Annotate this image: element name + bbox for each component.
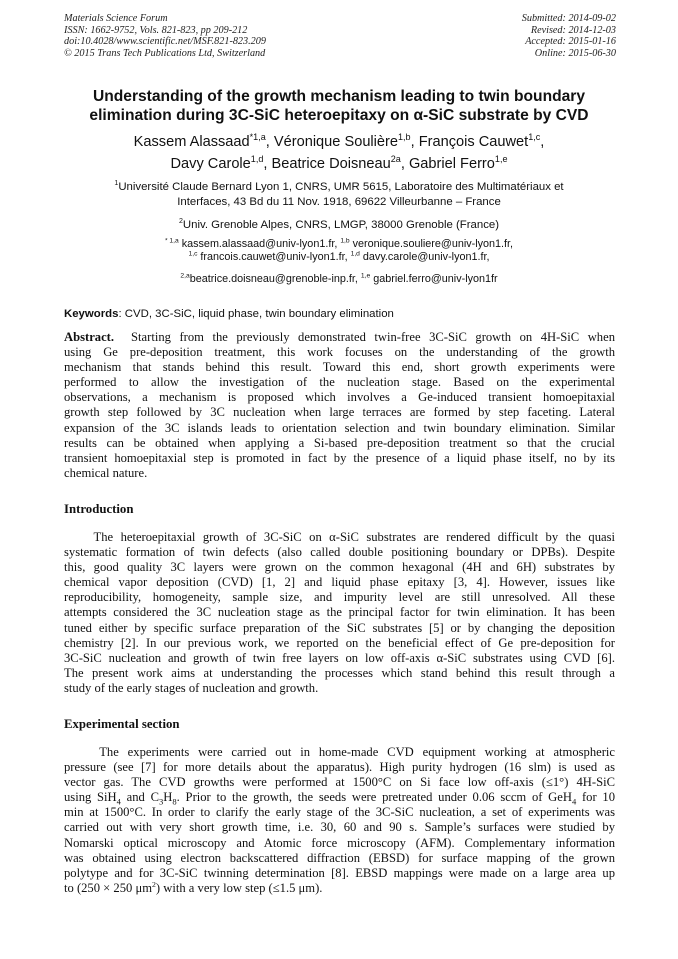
paragraph-line: min at 1500°C. In order to clarify the early stage of the 3C-SiC nucleation, a set of experiments was	[64, 805, 615, 820]
revised-date: Revised: 2014-12-03	[530, 24, 616, 36]
paragraph-line: 3C-SiC nucleation and growth of twin free layers on low off-axis α-SiC substrates using CVD [6].	[64, 650, 615, 665]
email-list	[30, 238, 648, 286]
subscript: 8	[172, 796, 177, 807]
paragraph-line: vector gas. The CVD growths were performed at 1500°C on Si face low off-axis (≤1°) 4H-SiC	[64, 775, 615, 790]
author-name: Gabriel Ferro	[408, 156, 495, 172]
author-line: Kassem Alassaad$^{*1,a}$, Véronique Soulière$^{1,b}$, François Cauwet$^{1,c}$,	[133, 132, 545, 150]
affil-number: 2	[178, 218, 183, 226]
abstract-text: Starting from the previously demonstrated twin-free 3C-SiC growth on 4H-SiC when	[114, 330, 615, 344]
author-name: Beatrice Doisneau	[271, 156, 391, 172]
journal-info	[64, 13, 266, 59]
author-affil-mark: 1,c	[528, 132, 541, 143]
text-run: and C	[120, 790, 159, 805]
paragraph-line: The experiments were carried out in home-made CVD equipment working at atmospheric	[64, 745, 615, 759]
paragraph-line: tuned either by specific surface preparation of the SiC substrates [5] or by changing the deposition	[64, 620, 615, 635]
paragraph-line: chemical vapor deposition (CVD) [1, 2] and liquid phase epitaxy [3, 4]. However, issues like	[64, 575, 615, 590]
subscript: 4	[571, 796, 577, 807]
paragraph-line: reproducibility, homogeneity, sample size, and impurity level are still unresolved. All these	[64, 590, 615, 605]
paper-title	[40, 87, 638, 125]
abstract-line: expansion of the 3C islands leads to orientation selection and twin boundary elimination. Similar	[64, 420, 615, 435]
keywords	[64, 308, 394, 320]
affiliation-text: Univ. Grenoble Alpes, CNRS, LMGP, 38000 Grenoble (France)	[182, 219, 500, 231]
paragraph-line: attempts considered the 3C nucleation stage as the principal factor for twin elimination. It has been	[64, 605, 615, 620]
email-link[interactable]: beatrice.doisneau@grenoble-inp.fr,	[189, 272, 358, 285]
abstract-line: chemical nature.	[64, 465, 148, 480]
paragraph-line: pressure (see [7] for more details about the apparatus). High purity hydrogen (16 slm) is used as	[64, 760, 615, 775]
subscript: 4	[116, 796, 121, 807]
email-line	[30, 238, 648, 251]
abstract-line: using Ge pre-deposition treatment, this work focuses on the understanding of the growth	[64, 345, 615, 360]
author-name: Davy Carole	[170, 156, 251, 172]
accepted-date: Accepted: 2015-01-16	[525, 36, 616, 48]
abstract-line: results can be obtained when applying a Si-based pre-deposition treatment so that the crucial	[64, 435, 615, 450]
affiliation-text: Université Claude Bernard Lyon 1, CNRS, UMR 5615, Laboratoire des Multimatériaux et	[118, 181, 564, 193]
author-line: Davy Carole$^{1,d}$, Beatrice Doisneau$^{2a}$, Gabriel Ferro$^{1,e}$	[170, 154, 508, 172]
submitted-date: Submitted: 2014-09-02	[521, 13, 616, 24]
email-mark: 1,e	[360, 272, 371, 280]
paragraph-line: Nomarski optical microscopy and Atomic force microscopy (AFM). Complementary information	[64, 835, 615, 850]
copyright-line: © 2015 Trans Tech Publications Ltd, Switzerland	[64, 47, 266, 59]
email-link[interactable]: veronique.souliere@univ-lyon1.fr,	[352, 238, 514, 250]
affiliation-line	[30, 180, 648, 195]
paragraph-line: systematic formation of twin defects (also called double positioning boundary or DPBs). Despite	[64, 545, 615, 560]
paragraph-line: polytype and for 3C-SiC twinning determination [8]. EBSD mappings were made on a large area up	[64, 865, 615, 880]
email-mark: * 1,a	[164, 237, 179, 245]
email-mark: 1,b	[340, 237, 350, 245]
paragraph-line	[64, 881, 615, 896]
email-mark: 1,d	[350, 250, 360, 258]
affiliation-line: Interfaces, 43 Bd du 11 Nov. 1918, 69622 Villeurbanne – France	[177, 195, 501, 208]
affiliation-1	[30, 180, 648, 209]
author-list	[30, 131, 648, 175]
keywords-label: Keywords	[64, 308, 119, 320]
superscript: 2	[152, 879, 156, 889]
title-line: elimination during 3C-SiC heteroepitaxy on α-SiC substrate by CVD	[89, 107, 589, 124]
subscript: 3	[159, 796, 164, 807]
affil-number: 1	[114, 180, 119, 188]
experimental-paragraph	[64, 745, 615, 896]
abstract-line: observations, a mechanism is proposed which involves a Ge-induced transient homoepitaxial	[64, 390, 615, 405]
abstract-label: Abstract.	[64, 330, 115, 344]
doi-line: doi:10.4028/www.scientific.net/MSF.821-823.209	[64, 36, 266, 48]
keywords-text: : CVD, 3C-SiC, liquid phase, twin boundary elimination	[118, 308, 394, 320]
title-line: Understanding of the growth mechanism leading to twin boundary	[92, 88, 586, 105]
online-date: Online: 2015-06-30	[534, 47, 616, 59]
paragraph-line: study of the early stages of nucleation and growth.	[64, 680, 319, 695]
email-mark: 1,c	[188, 250, 198, 258]
author-name: François Cauwet	[418, 134, 529, 150]
affiliation-2	[30, 218, 648, 233]
text-run: H	[163, 790, 173, 805]
email-line	[30, 251, 648, 264]
text-run: using SiH	[64, 790, 117, 805]
paragraph-line: chemistry [2]. In our previous work, we reported on the beneficial effect of Ge pre-deposition for	[64, 635, 615, 650]
abstract	[64, 330, 615, 481]
paragraph-line: carried out with very short growth time, i.e. 30, 60 and 90 s. Sample’s surfaces were studied by	[64, 820, 615, 835]
affiliation-line	[30, 218, 648, 233]
paragraph-line: The heteroepitaxial growth of 3C-SiC on α-SiC substrates are rendered difficult by the quasi	[64, 530, 615, 544]
abstract-line: mechanism that stands behind this result. Toward this end, short growth experiments were	[64, 360, 615, 375]
paragraph-line: The present work aims at understanding the processes which stand behind this result through a	[64, 665, 615, 680]
dates-info	[522, 13, 616, 59]
paragraph-line: was obtained using electron backscattered diffraction (EBSD) for surface mapping of the grown	[64, 850, 615, 865]
introduction-paragraph	[64, 530, 615, 696]
journal-name: Materials Science Forum	[64, 13, 168, 24]
author-name: Kassem Alassaad	[133, 134, 250, 150]
email-link[interactable]: kassem.alassaad@univ-lyon1.fr,	[181, 238, 338, 250]
text-run: to (250 × 250 μm	[64, 880, 153, 895]
author-name: Véronique Soulière	[273, 134, 399, 150]
abstract-line: transient homoepitaxial step is promoted in fact by the presence of a liquid phase itself, no by its	[64, 450, 615, 465]
author-affil-mark: 2a	[390, 154, 401, 165]
email-link[interactable]: davy.carole@univ-lyon1.fr,	[362, 251, 490, 264]
paragraph-line: this, good quality 3C layers were grown on the common hexagonal (4H and 6H) substrates by	[64, 560, 615, 575]
email-line	[30, 273, 648, 286]
author-affil-mark: *1,a	[249, 132, 266, 143]
email-link[interactable]: francois.cauwet@univ-lyon1.fr,	[200, 251, 348, 264]
section-heading-introduction: Introduction	[64, 502, 134, 516]
email-mark: 2,a	[180, 272, 190, 280]
text-run: ) with a very low step (≤1.5 μm).	[155, 880, 323, 895]
abstract-line	[64, 330, 615, 345]
author-affil-mark: 1,b	[398, 132, 411, 143]
section-heading-experimental: Experimental section	[64, 717, 180, 731]
issn-line: ISSN: 1662-9752, Vols. 821-823, pp 209-212	[64, 24, 248, 36]
author-affil-mark: 1,e	[494, 154, 508, 165]
paragraph-line	[64, 790, 615, 805]
abstract-line: performed to allow the investigation of the nucleation stage. Based on the experimental	[64, 375, 615, 390]
text-run: . Prior to the growth, the seeds were pretreated under 0.06 sccm of GeH	[176, 790, 572, 805]
email-link[interactable]: gabriel.ferro@univ-lyon1fr	[373, 272, 498, 285]
author-affil-mark: 1,d	[250, 154, 264, 165]
text-run: for 10	[576, 790, 616, 805]
abstract-line: growth step followed by 3C nucleation when large terraces are formed by step faceting. Lateral	[64, 405, 615, 420]
